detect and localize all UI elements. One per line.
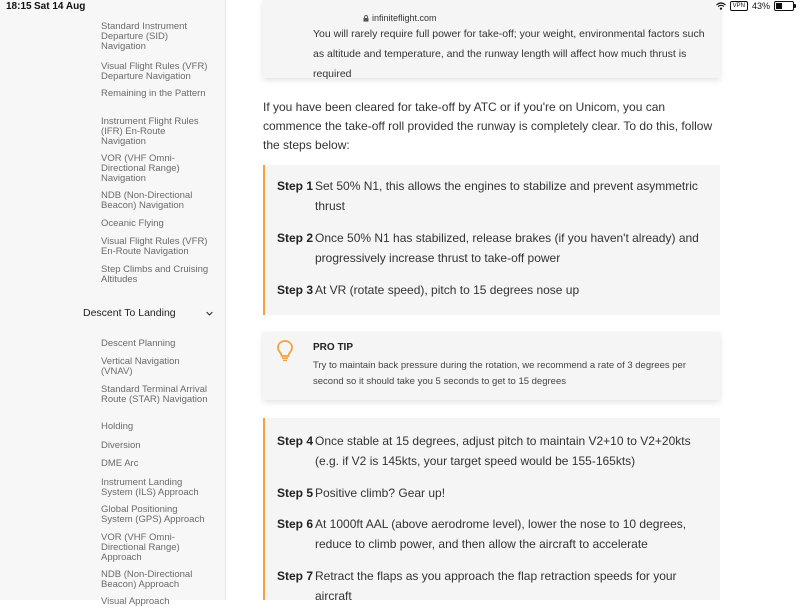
sidebar-item-descent-planning[interactable]: Descent Planning <box>101 338 176 349</box>
step-text: Positive climb? Gear up! <box>315 486 446 500</box>
step-label: Step 6 <box>277 517 314 531</box>
step-label: Step 4 <box>277 434 314 448</box>
sidebar-item-holding[interactable]: Holding <box>101 421 134 432</box>
sidebar-item-oceanic-flying[interactable]: Oceanic Flying <box>101 218 164 229</box>
step-label: Step 7 <box>277 569 314 583</box>
step-label: Step 1 <box>277 179 314 193</box>
sidebar-item-ndb-approach[interactable]: NDB (Non-Directional Beacon) Approach <box>101 569 193 590</box>
address-bar[interactable] <box>0 13 800 23</box>
sidebar-item-ifr-enroute[interactable]: Instrument Flight Rules (IFR) En-Route Navigation <box>101 116 199 147</box>
pro-tip-title: PRO TIP <box>313 342 354 353</box>
pro-tip-body: Try to maintain back pressure during the rotation, we recommend a rate of 3 degrees per second so it should take you 5 seconds to get to 15 degrees <box>313 360 686 387</box>
sidebar-item-ndb-navigation[interactable]: NDB (Non-Directional Beacon) Navigation <box>101 190 193 211</box>
step-text: Once stable at 15 degrees, adjust pitch to maintain V2+10 to V2+20kts (e.g. if V2 is 145kts, your target speed would be 155-165kts) <box>315 434 691 468</box>
battery-icon <box>774 1 794 11</box>
step-text: Once 50% N1 has stabilized, release brakes (if you haven't already) and progressively increase thrust to take-off power <box>315 231 699 265</box>
step-text: Retract the flaps as you approach the flap retraction speeds for your aircraft <box>315 569 677 603</box>
status-date: Sat 14 Aug <box>34 1 86 12</box>
step-text: At 1000ft AAL (above aerodrome level), lower the nose to 10 degrees, reduce to climb power, and then allow the aircraft to accelerate <box>315 517 687 551</box>
step-label: Step 2 <box>277 231 314 245</box>
note-text: You will rarely require full power for take-off; your weight, environmental factors such as altitude and temperature, and the runway length will affect how much thrust is required <box>313 28 705 80</box>
sidebar-item-vfr-enroute[interactable]: Visual Flight Rules (VFR) En-Route Navigation <box>101 236 208 257</box>
step-text: At VR (rotate speed), pitch to 15 degrees nose up <box>315 283 580 297</box>
sidebar-section-descent-to-landing[interactable] <box>83 307 213 319</box>
sidebar-section-title: Descent To Landing <box>83 307 176 319</box>
sidebar-item-vor-approach[interactable]: VOR (VHF Omni-Directional Range) Approach <box>101 532 180 563</box>
sidebar-item-visual-approach[interactable]: Visual Approach <box>101 596 170 607</box>
sidebar-item-vfr-departure[interactable]: Visual Flight Rules (VFR) Departure Navigation <box>101 61 208 82</box>
sidebar-item-sid-navigation[interactable]: Standard Instrument Departure (SID) Navigation <box>101 21 188 52</box>
status-bar <box>0 0 800 14</box>
wifi-icon <box>716 2 726 10</box>
lock-icon <box>363 15 369 22</box>
sidebar-item-ils-approach[interactable]: Instrument Landing System (ILS) Approach <box>101 477 199 498</box>
sidebar-item-gps-approach[interactable]: Global Positioning System (GPS) Approach <box>101 504 205 525</box>
sidebar <box>0 0 226 607</box>
status-indicators <box>716 1 794 11</box>
url-text: infiniteflight.com <box>371 13 437 23</box>
vpn-badge: VPN <box>730 1 748 11</box>
sidebar-item-dme-arc[interactable]: DME Arc <box>101 458 139 469</box>
sidebar-item-step-climbs[interactable]: Step Climbs and Cruising Altitudes <box>101 264 209 285</box>
battery-fill <box>776 3 782 9</box>
step-text: Set 50% N1, this allows the engines to stabilize and prevent asymmetric thrust <box>315 179 698 213</box>
sidebar-item-vnav[interactable]: Vertical Navigation (VNAV) <box>101 356 180 377</box>
lightbulb-icon <box>277 340 293 362</box>
sidebar-item-vor-navigation[interactable]: VOR (VHF Omni-Directional Range) Navigation <box>101 153 180 184</box>
sidebar-item-diversion[interactable]: Diversion <box>101 440 141 451</box>
chevron-down-icon[interactable] <box>206 310 213 317</box>
step-label: Step 5 <box>277 486 314 500</box>
sidebar-item-star[interactable]: Standard Terminal Arrival Route (STAR) Navigation <box>101 384 208 405</box>
intro-paragraph: If you have been cleared for take-off by ATC or if you're on Unicom, you can commence the take-off roll provided the runway is completely clear. To do this, follow the steps below: <box>263 100 713 152</box>
sidebar-item-remaining-pattern[interactable]: Remaining in the Pattern <box>101 88 206 99</box>
status-time: 18:15 <box>6 1 32 12</box>
battery-percent: 43% <box>751 1 770 11</box>
step-label: Step 3 <box>277 283 314 297</box>
